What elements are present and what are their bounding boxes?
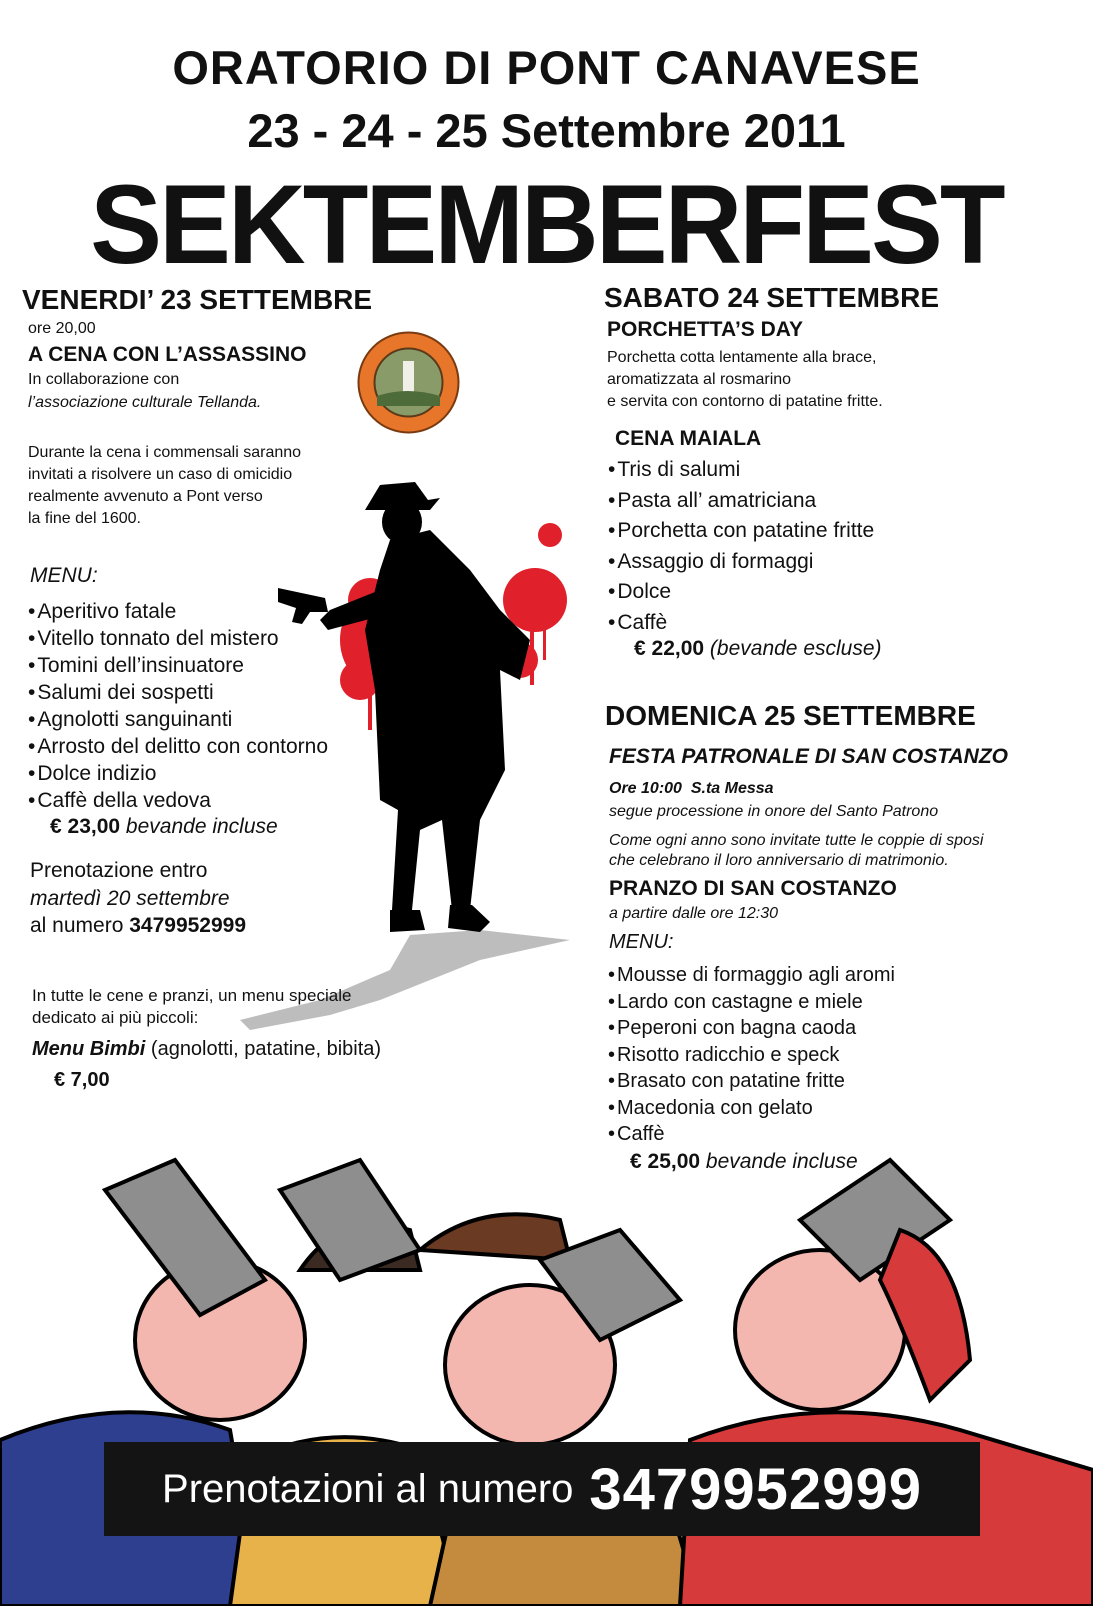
sunday-menu-label: MENU: — [609, 931, 674, 953]
friday-event-title: A CENA CON L’ASSASSINO — [28, 343, 307, 366]
menu-item: • Vitello tonnato del mistero — [28, 625, 328, 652]
kids-note — [32, 985, 351, 1029]
saturday-price-note: (bevande escluse) — [709, 637, 882, 660]
menu-item: • Tris di salumi — [608, 455, 874, 486]
friday-price: € 23,00 — [50, 815, 121, 838]
footer-phone: 3479952999 — [589, 1456, 922, 1522]
booking-date: martedì 20 settembre — [30, 886, 230, 910]
menu-item: • Mousse di formaggio agli aromi — [608, 962, 895, 989]
footer-label: Prenotazioni al numero — [162, 1466, 574, 1511]
saturday-title: PORCHETTA’S DAY — [607, 318, 804, 341]
booking-phone: 3479952999 — [129, 914, 247, 937]
desc-line: Durante la cena i commensali saranno — [28, 444, 302, 461]
menu-item: • Caffè della vedova — [28, 787, 328, 814]
couples-line: che celebrano il loro anniversario di matrimonio. — [609, 852, 949, 869]
booking-footer — [104, 1442, 980, 1536]
menu-item: • Assaggio di formaggi — [608, 547, 874, 578]
saturday-heading: SABATO 24 SETTEMBRE — [604, 282, 940, 313]
sunday-lunch-title: PRANZO DI SAN COSTANZO — [609, 877, 897, 900]
sunday-heading: DOMENICA 25 SETTEMBRE — [605, 700, 976, 731]
kids-line: In tutte le cene e pranzi, un menu speciale — [32, 986, 352, 1005]
sunday-price-note: bevande incluse — [705, 1150, 858, 1173]
kids-menu — [32, 1038, 381, 1061]
festival-title: SEKTEMBERFEST — [90, 162, 1003, 287]
sunday-mass-line — [609, 780, 774, 798]
desc-line: la fine del 1600. — [28, 510, 141, 527]
saturday-price: € 22,00 — [634, 637, 705, 660]
sunday-couples — [609, 831, 983, 871]
mass-label: S.ta Messa — [690, 780, 774, 797]
kids-menu-label: Menu Bimbi — [32, 1038, 146, 1060]
desc-line: Porchetta cotta lentamente alla brace, — [607, 349, 877, 366]
event-dates: 23 - 24 - 25 Settembre 2011 — [247, 104, 846, 157]
desc-line: invitati a risolvere un caso di omicidio — [28, 466, 293, 483]
desc-line: realmente avvenuto a Pont verso — [28, 488, 263, 505]
menu-item: • Salumi dei sospetti — [28, 679, 328, 706]
friday-description — [28, 442, 388, 530]
friday-heading: VENERDI’ 23 SETTEMBRE — [22, 284, 373, 315]
menu-item: • Caffè — [608, 1121, 895, 1148]
tellanda-logo — [357, 331, 460, 434]
couples-line: Come ogni anno sono invitate tutte le coppie di sposi — [609, 832, 984, 849]
menu-item: • Porchetta con patatine fritte — [608, 516, 874, 547]
friday-menu-list — [28, 598, 328, 814]
kids-menu-items: (agnolotti, patatine, bibita) — [150, 1038, 382, 1060]
desc-line: aromatizzata al rosmarino — [607, 371, 792, 388]
menu-item: • Dolce indizio — [28, 760, 328, 787]
face-3 — [735, 1250, 905, 1410]
menu-item: • Brasato con patatine fritte — [608, 1068, 895, 1095]
menu-item: • Pasta all’ amatriciana — [608, 486, 874, 517]
kids-price: € 7,00 — [54, 1069, 110, 1091]
hat-2 — [420, 1214, 570, 1260]
desc-line: e servita con contorno di patatine fritte. — [607, 393, 883, 410]
saturday-price-line — [634, 637, 882, 661]
menu-item: • Caffè — [608, 608, 874, 639]
saturday-dinner-label: CENA MAIALA — [615, 427, 762, 450]
friday-price-line — [50, 815, 278, 839]
friday-collab-assoc: l’associazione culturale Tellanda. — [28, 394, 262, 411]
menu-item: • Lardo con castagne e miele — [608, 989, 895, 1016]
booking-label: al numero — [30, 914, 124, 937]
sunday-price: € 25,00 — [630, 1150, 701, 1173]
organizer-title: ORATORIO DI PONT CANAVESE — [172, 41, 921, 94]
drinkers-illustration — [0, 1140, 1093, 1606]
sunday-menu-list — [608, 962, 895, 1148]
saturday-description — [607, 347, 883, 413]
menu-item: • Agnolotti sanguinanti — [28, 706, 328, 733]
friday-menu-label: MENU: — [30, 564, 98, 587]
friday-time: ore 20,00 — [28, 320, 96, 337]
sunday-procession: segue processione in onore del Santo Patrono — [609, 803, 939, 820]
menu-item: • Peperoni con bagna caoda — [608, 1015, 895, 1042]
menu-item: • Dolce — [608, 577, 874, 608]
booking-line: Prenotazione entro — [30, 859, 208, 882]
sunday-lunch-time: a partire dalle ore 12:30 — [609, 905, 778, 922]
kids-line: dedicato ai più piccoli: — [32, 1008, 199, 1027]
menu-item: • Risotto radicchio e speck — [608, 1042, 895, 1069]
menu-item: • Macedonia con gelato — [608, 1095, 895, 1122]
friday-collab-line: In collaborazione con — [28, 371, 180, 388]
sunday-festa: FESTA PATRONALE DI SAN COSTANZO — [609, 745, 1008, 768]
friday-booking — [30, 857, 246, 940]
menu-item: • Aperitivo fatale — [28, 598, 328, 625]
saturday-menu-list — [608, 455, 874, 638]
menu-item: • Arrosto del delitto con contorno — [28, 733, 328, 760]
mass-time: Ore 10:00 — [609, 780, 682, 797]
menu-item: • Tomini dell’insinuatore — [28, 652, 328, 679]
friday-price-note: bevande incluse — [125, 815, 278, 838]
